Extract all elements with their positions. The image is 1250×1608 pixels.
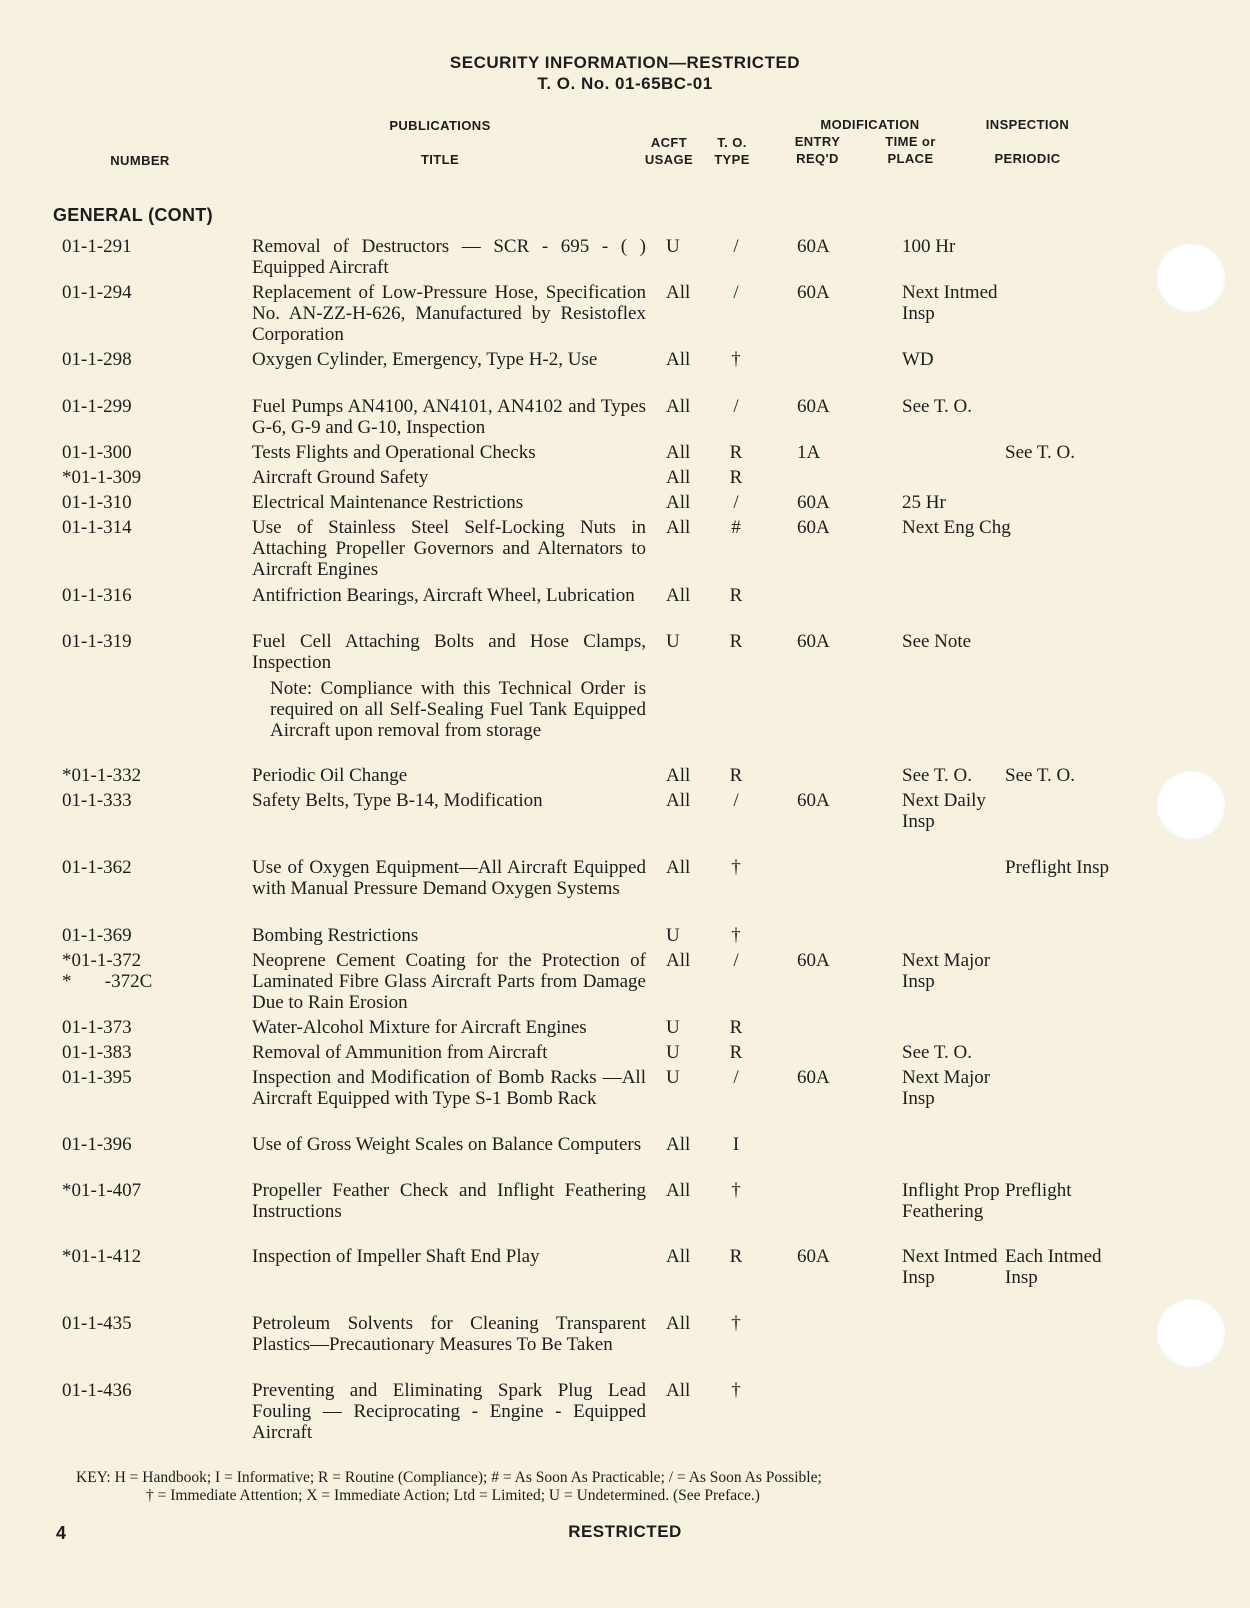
row-time-place: See Note	[902, 631, 972, 652]
row-inspection-periodic: Preflight Insp	[1005, 857, 1109, 878]
row-number: 01-1-299	[62, 396, 132, 417]
row-number: *01-1-372 * -372C	[62, 950, 153, 992]
row-to-type: /	[733, 396, 739, 417]
row-acft-usage: All	[666, 790, 691, 811]
row-entry-reqd: 60A	[797, 517, 830, 538]
row-acft-usage: All	[666, 492, 691, 513]
row-to-type: R	[729, 442, 743, 463]
row-title: Tests Flights and Operational Checks	[252, 442, 536, 463]
row-number: 01-1-383	[62, 1042, 132, 1063]
row-number: 01-1-369	[62, 925, 132, 946]
row-to-type: †	[731, 349, 741, 370]
row-to-type: †	[731, 925, 741, 946]
row-title: Petroleum Solvents for Cleaning Transparent Plastics—Precautionary Measures To Be Taken	[252, 1313, 646, 1355]
row-acft-usage: All	[666, 1134, 691, 1155]
row-to-type: R	[729, 1042, 743, 1063]
row-inspection-periodic: See T. O.	[1005, 442, 1076, 463]
row-number: 01-1-373	[62, 1017, 132, 1038]
row-title: Use of Stainless Steel Self-Locking Nuts in Attaching Propeller Governors and Alternators to Aircraft Engines	[252, 517, 646, 580]
row-number: 01-1-298	[62, 349, 132, 370]
row-to-type: /	[733, 950, 739, 971]
row-title: Neoprene Cement Coating for the Protection of Laminated Fibre Glass Aircraft Parts from Damage Due to Rain Erosion	[252, 950, 646, 1013]
row-to-type: R	[729, 631, 743, 652]
row-number: 01-1-314	[62, 517, 132, 538]
row-time-place: Inflight Prop Feathering	[902, 1180, 1000, 1222]
row-title: Preventing and Eliminating Spark Plug Lead Fouling — Reciprocating - Engine - Equipped Aircraft	[252, 1380, 646, 1443]
row-acft-usage: U	[666, 1042, 680, 1063]
row-entry-reqd: 60A	[797, 631, 830, 652]
row-to-type: /	[733, 492, 739, 513]
row-acft-usage: All	[666, 442, 691, 463]
row-acft-usage: All	[666, 1313, 691, 1334]
row-entry-reqd: 1A	[797, 442, 821, 463]
compliance-note	[270, 678, 646, 741]
row-number: 01-1-319	[62, 631, 132, 652]
row-to-type: R	[729, 765, 743, 786]
row-title: Inspection and Modification of Bomb Racks —All Aircraft Equipped with Type S-1 Bomb Rack	[252, 1067, 646, 1109]
row-acft-usage: All	[666, 950, 691, 971]
row-time-place: 100 Hr	[902, 236, 956, 257]
row-time-place: Next Intmed Insp	[902, 1246, 998, 1288]
row-entry-reqd: 60A	[797, 396, 830, 417]
row-acft-usage: All	[666, 765, 691, 786]
row-number: 01-1-435	[62, 1313, 132, 1334]
row-to-type: †	[731, 1180, 741, 1201]
row-time-place: Next Major Insp	[902, 950, 991, 992]
col-header-acft-usage: ACFT USAGE	[644, 135, 694, 167]
row-title: Use of Gross Weight Scales on Balance Computers	[252, 1134, 642, 1155]
row-title: Propeller Feather Check and Inflight Feathering Instructions	[252, 1180, 646, 1222]
row-title: Antifriction Bearings, Aircraft Wheel, Lubrication	[252, 585, 635, 606]
row-title: Replacement of Low-Pressure Hose, Specification No. AN-ZZ-H-626, Manufactured by Resistoflex Corporation	[252, 282, 646, 345]
col-header-periodic: PERIODIC	[994, 151, 1061, 166]
row-title: Electrical Maintenance Restrictions	[252, 492, 524, 513]
row-to-type: †	[731, 857, 741, 878]
row-to-type: #	[731, 517, 741, 538]
row-number: *01-1-309	[62, 467, 142, 488]
row-number: 01-1-300	[62, 442, 132, 463]
row-time-place: Next Major Insp	[902, 1067, 991, 1109]
row-acft-usage: U	[666, 236, 680, 257]
row-title: Bombing Restrictions	[252, 925, 419, 946]
row-time-place: WD	[902, 349, 934, 370]
row-number: 01-1-291	[62, 236, 132, 257]
row-acft-usage: All	[666, 349, 691, 370]
row-inspection-periodic: Each Intmed Insp	[1005, 1246, 1102, 1288]
row-acft-usage: U	[666, 1017, 680, 1038]
row-title: Aircraft Ground Safety	[252, 467, 429, 488]
row-acft-usage: U	[666, 631, 680, 652]
punch-hole-middle	[1156, 770, 1226, 840]
row-title: Fuel Cell Attaching Bolts and Hose Clamps, Inspection	[252, 631, 646, 673]
row-number: *01-1-407	[62, 1180, 142, 1201]
key-line-1: KEY: H = Handbook; I = Informative; R = Routine (Compliance); # = As Soon As Practicable; / = As Soon As Possible;	[76, 1469, 822, 1486]
row-title: Removal of Ammunition from Aircraft	[252, 1042, 548, 1063]
page-number: 4	[56, 1523, 67, 1543]
col-header-publications: PUBLICATIONS	[389, 118, 491, 133]
row-acft-usage: All	[666, 517, 691, 538]
row-to-type: /	[733, 282, 739, 303]
row-time-place: See T. O.	[902, 396, 973, 417]
row-inspection-periodic: Preflight	[1005, 1180, 1072, 1201]
col-header-to-type: T. O. TYPE	[714, 135, 750, 167]
row-entry-reqd: 60A	[797, 236, 830, 257]
row-acft-usage: All	[666, 396, 691, 417]
row-title: Fuel Pumps AN4100, AN4101, AN4102 and Types G-6, G-9 and G-10, Inspection	[252, 396, 646, 438]
row-number: 01-1-310	[62, 492, 132, 513]
row-title: Periodic Oil Change	[252, 765, 408, 786]
row-acft-usage: All	[666, 857, 691, 878]
row-inspection-periodic: See T. O.	[1005, 765, 1076, 786]
col-header-number: NUMBER	[110, 153, 170, 168]
row-acft-usage: All	[666, 1180, 691, 1201]
row-acft-usage: All	[666, 467, 691, 488]
note-text: Compliance with this Technical Order is required on all Self-Sealing Fuel Tank Equipped Aircraft upon removal from storage	[270, 678, 646, 741]
row-number: 01-1-362	[62, 857, 132, 878]
row-number: *01-1-412	[62, 1246, 142, 1267]
to-number: T. O. No. 01-65BC-01	[537, 74, 713, 93]
row-to-type: R	[729, 1017, 743, 1038]
row-entry-reqd: 60A	[797, 950, 830, 971]
row-to-type: /	[733, 1067, 739, 1088]
row-to-type: /	[733, 236, 739, 257]
row-acft-usage: All	[666, 585, 691, 606]
row-acft-usage: U	[666, 925, 680, 946]
row-time-place: See T. O.	[902, 765, 973, 786]
row-acft-usage: All	[666, 1246, 691, 1267]
row-to-type: I	[732, 1134, 740, 1155]
col-header-time-place: TIME or PLACE	[885, 134, 936, 166]
row-to-type: R	[729, 467, 743, 488]
row-title: Use of Oxygen Equipment—All Aircraft Equipped with Manual Pressure Demand Oxygen Systems	[252, 857, 646, 899]
row-acft-usage: All	[666, 282, 691, 303]
col-header-modification: MODIFICATION	[820, 117, 920, 132]
row-entry-reqd: 60A	[797, 492, 830, 513]
note-label: Note:	[270, 678, 313, 699]
row-time-place: Next Daily Insp	[902, 790, 986, 832]
punch-hole-top	[1156, 243, 1226, 313]
key-line-2: † = Immediate Attention; X = Immediate Action; Ltd = Limited; U = Undetermined. (See Preface.)	[146, 1487, 760, 1504]
row-time-place: Next Eng Chg	[902, 517, 1011, 538]
row-time-place: 25 Hr	[902, 492, 946, 513]
col-header-title: TITLE	[420, 152, 460, 167]
row-entry-reqd: 60A	[797, 1246, 830, 1267]
row-to-type: R	[729, 585, 743, 606]
row-to-type: /	[733, 790, 739, 811]
row-number: *01-1-332	[62, 765, 142, 786]
col-header-entry: ENTRY REQ'D	[794, 134, 841, 166]
section-heading: GENERAL (CONT)	[53, 205, 213, 225]
row-title: Oxygen Cylinder, Emergency, Type H-2, Use	[252, 349, 598, 370]
row-acft-usage: All	[666, 1380, 691, 1401]
punch-hole-bottom	[1156, 1298, 1226, 1368]
row-entry-reqd: 60A	[797, 790, 830, 811]
row-title: Safety Belts, Type B-14, Modification	[252, 790, 543, 811]
legend-key	[76, 1469, 1076, 1505]
row-to-type: †	[731, 1380, 741, 1401]
row-entry-reqd: 60A	[797, 282, 830, 303]
row-entry-reqd: 60A	[797, 1067, 830, 1088]
row-number: 01-1-395	[62, 1067, 132, 1088]
footer-classification: RESTRICTED	[568, 1522, 682, 1541]
row-time-place: Next Intmed Insp	[902, 282, 998, 324]
row-to-type: R	[729, 1246, 743, 1267]
row-time-place: See T. O.	[902, 1042, 973, 1063]
classification-header: SECURITY INFORMATION—RESTRICTED	[449, 53, 801, 72]
row-title: Inspection of Impeller Shaft End Play	[252, 1246, 540, 1267]
col-header-inspection: INSPECTION	[985, 117, 1070, 132]
row-number: 01-1-316	[62, 585, 132, 606]
row-number: 01-1-396	[62, 1134, 132, 1155]
row-acft-usage: U	[666, 1067, 680, 1088]
row-number: 01-1-294	[62, 282, 132, 303]
row-number: 01-1-436	[62, 1380, 132, 1401]
row-title: Water-Alcohol Mixture for Aircraft Engines	[252, 1017, 587, 1038]
row-title: Removal of Destructors — SCR - 695 - ( ) Equipped Aircraft	[252, 236, 646, 278]
row-to-type: †	[731, 1313, 741, 1334]
row-number: 01-1-333	[62, 790, 132, 811]
